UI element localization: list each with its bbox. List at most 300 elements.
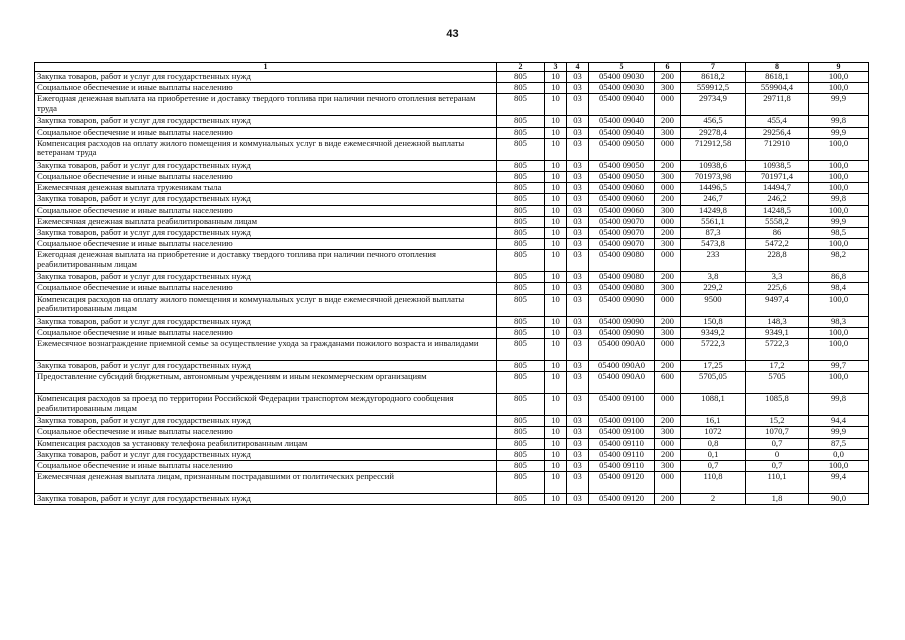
- table-row: [35, 116, 869, 127]
- table-body: [35, 72, 869, 505]
- target-item-cell: 05400 09110: [589, 438, 655, 449]
- section-cell: 10: [545, 116, 567, 127]
- expense-type-cell: 000: [655, 438, 681, 449]
- expense-type-cell: 600: [655, 372, 681, 394]
- table-row: [35, 205, 869, 216]
- target-item-cell: 05400 09040: [589, 116, 655, 127]
- table-row: [35, 472, 869, 494]
- execution-percent-cell: 100,0: [809, 138, 869, 160]
- code-admin-cell: 805: [497, 339, 545, 361]
- planned-amount-cell: 16,1: [681, 416, 746, 427]
- section-cell: 10: [545, 394, 567, 416]
- planned-amount-cell: 14249,8: [681, 205, 746, 216]
- expense-type-cell: 200: [655, 194, 681, 205]
- table-row: [35, 283, 869, 294]
- section-cell: 10: [545, 138, 567, 160]
- section-cell: 10: [545, 316, 567, 327]
- executed-amount-cell: 10938,5: [746, 160, 809, 171]
- table-row: [35, 427, 869, 438]
- executed-amount-cell: 0: [746, 449, 809, 460]
- row-name-cell: Социальное обеспечение и иные выплаты населению: [35, 83, 497, 94]
- row-name-cell: Закупка товаров, работ и услуг для государственных нужд: [35, 416, 497, 427]
- col-header-6: 6: [655, 63, 681, 72]
- execution-percent-cell: 99,8: [809, 116, 869, 127]
- subsection-cell: 03: [567, 361, 589, 372]
- table-row: [35, 250, 869, 272]
- code-admin-cell: 805: [497, 127, 545, 138]
- expense-type-cell: 200: [655, 416, 681, 427]
- code-admin-cell: 805: [497, 416, 545, 427]
- section-cell: 10: [545, 205, 567, 216]
- table-row: [35, 449, 869, 460]
- planned-amount-cell: 701973,98: [681, 171, 746, 182]
- row-name-cell: Ежегодная денежная выплата на приобретение и доставку твердого топлива при наличии печного отопления реабилитированным лицам: [35, 250, 497, 272]
- budget-table: [34, 62, 869, 505]
- planned-amount-cell: 229,2: [681, 283, 746, 294]
- col-header-1: 1: [35, 63, 497, 72]
- row-name-cell: Закупка товаров, работ и услуг для государственных нужд: [35, 449, 497, 460]
- executed-amount-cell: 29256,4: [746, 127, 809, 138]
- target-item-cell: 05400 09060: [589, 205, 655, 216]
- code-admin-cell: 805: [497, 327, 545, 338]
- expense-type-cell: 000: [655, 294, 681, 316]
- section-cell: 10: [545, 160, 567, 171]
- execution-percent-cell: 100,0: [809, 239, 869, 250]
- target-item-cell: 05400 09090: [589, 294, 655, 316]
- row-name-cell: Социальное обеспечение и иные выплаты населению: [35, 283, 497, 294]
- row-name-cell: Закупка товаров, работ и услуг для государственных нужд: [35, 361, 497, 372]
- subsection-cell: 03: [567, 449, 589, 460]
- row-name-cell: Ежемесячная денежная выплата реабилитированным лицам: [35, 216, 497, 227]
- planned-amount-cell: 10938,6: [681, 160, 746, 171]
- executed-amount-cell: 86: [746, 227, 809, 238]
- executed-amount-cell: 455,4: [746, 116, 809, 127]
- expense-type-cell: 000: [655, 138, 681, 160]
- expense-type-cell: 000: [655, 94, 681, 116]
- section-cell: 10: [545, 449, 567, 460]
- execution-percent-cell: 100,0: [809, 183, 869, 194]
- subsection-cell: 03: [567, 272, 589, 283]
- code-admin-cell: 805: [497, 427, 545, 438]
- table-row: [35, 171, 869, 182]
- expense-type-cell: 200: [655, 72, 681, 83]
- planned-amount-cell: 246,7: [681, 194, 746, 205]
- planned-amount-cell: 5722,3: [681, 339, 746, 361]
- execution-percent-cell: 100,0: [809, 205, 869, 216]
- target-item-cell: 05400 09090: [589, 316, 655, 327]
- subsection-cell: 03: [567, 216, 589, 227]
- execution-percent-cell: 99,9: [809, 127, 869, 138]
- section-cell: 10: [545, 438, 567, 449]
- subsection-cell: 03: [567, 116, 589, 127]
- planned-amount-cell: 87,3: [681, 227, 746, 238]
- section-cell: 10: [545, 216, 567, 227]
- executed-amount-cell: 1070,7: [746, 427, 809, 438]
- subsection-cell: 03: [567, 205, 589, 216]
- row-name-cell: Закупка товаров, работ и услуг для государственных нужд: [35, 316, 497, 327]
- row-name-cell: Закупка товаров, работ и услуг для государственных нужд: [35, 494, 497, 505]
- target-item-cell: 05400 09120: [589, 472, 655, 494]
- code-admin-cell: 805: [497, 94, 545, 116]
- planned-amount-cell: 456,5: [681, 116, 746, 127]
- expense-type-cell: 200: [655, 449, 681, 460]
- section-cell: 10: [545, 494, 567, 505]
- code-admin-cell: 805: [497, 272, 545, 283]
- executed-amount-cell: 228,8: [746, 250, 809, 272]
- table-row: [35, 394, 869, 416]
- target-item-cell: 05400 09050: [589, 160, 655, 171]
- table-row: [35, 416, 869, 427]
- executed-amount-cell: 0,7: [746, 438, 809, 449]
- executed-amount-cell: 110,1: [746, 472, 809, 494]
- subsection-cell: 03: [567, 138, 589, 160]
- code-admin-cell: 805: [497, 294, 545, 316]
- header-row: [35, 63, 869, 72]
- target-item-cell: 05400 09040: [589, 94, 655, 116]
- code-admin-cell: 805: [497, 494, 545, 505]
- code-admin-cell: 805: [497, 283, 545, 294]
- execution-percent-cell: 98,3: [809, 316, 869, 327]
- subsection-cell: 03: [567, 316, 589, 327]
- subsection-cell: 03: [567, 183, 589, 194]
- planned-amount-cell: 5705,05: [681, 372, 746, 394]
- execution-percent-cell: 98,4: [809, 283, 869, 294]
- expense-type-cell: 000: [655, 250, 681, 272]
- executed-amount-cell: 148,3: [746, 316, 809, 327]
- target-item-cell: 05400 09050: [589, 171, 655, 182]
- execution-percent-cell: 0,0: [809, 449, 869, 460]
- table-row: [35, 272, 869, 283]
- code-admin-cell: 805: [497, 460, 545, 471]
- col-header-7: 7: [681, 63, 746, 72]
- execution-percent-cell: 99,9: [809, 94, 869, 116]
- execution-percent-cell: 100,0: [809, 294, 869, 316]
- section-cell: 10: [545, 183, 567, 194]
- expense-type-cell: 000: [655, 183, 681, 194]
- section-cell: 10: [545, 427, 567, 438]
- section-cell: 10: [545, 239, 567, 250]
- execution-percent-cell: 100,0: [809, 327, 869, 338]
- execution-percent-cell: 99,8: [809, 194, 869, 205]
- code-admin-cell: 805: [497, 194, 545, 205]
- executed-amount-cell: 17,2: [746, 361, 809, 372]
- subsection-cell: 03: [567, 227, 589, 238]
- row-name-cell: Компенсация расходов на оплату жилого помещения и коммунальных услуг в виде ежемесячной денежной выплаты ветеранам труда: [35, 138, 497, 160]
- table-row: [35, 239, 869, 250]
- section-cell: 10: [545, 372, 567, 394]
- row-name-cell: Компенсация расходов за проезд по территории Российской Федерации транспортом междугородного сообщения реабилитированным лицам: [35, 394, 497, 416]
- col-header-8: 8: [746, 63, 809, 72]
- planned-amount-cell: 150,8: [681, 316, 746, 327]
- expense-type-cell: 300: [655, 283, 681, 294]
- code-admin-cell: 805: [497, 472, 545, 494]
- table-row: [35, 460, 869, 471]
- execution-percent-cell: 99,9: [809, 427, 869, 438]
- subsection-cell: 03: [567, 494, 589, 505]
- code-admin-cell: 805: [497, 83, 545, 94]
- target-item-cell: 05400 090А0: [589, 339, 655, 361]
- table-row: [35, 83, 869, 94]
- col-header-2: 2: [497, 63, 545, 72]
- expense-type-cell: 300: [655, 83, 681, 94]
- execution-percent-cell: 100,0: [809, 83, 869, 94]
- row-name-cell: Социальное обеспечение и иные выплаты населению: [35, 460, 497, 471]
- expense-type-cell: 300: [655, 239, 681, 250]
- target-item-cell: 05400 09060: [589, 183, 655, 194]
- row-name-cell: Закупка товаров, работ и услуг для государственных нужд: [35, 72, 497, 83]
- row-name-cell: Закупка товаров, работ и услуг для государственных нужд: [35, 116, 497, 127]
- expense-type-cell: 200: [655, 160, 681, 171]
- execution-percent-cell: 100,0: [809, 171, 869, 182]
- expense-type-cell: 000: [655, 472, 681, 494]
- planned-amount-cell: 9349,2: [681, 327, 746, 338]
- table-row: [35, 438, 869, 449]
- row-name-cell: Закупка товаров, работ и услуг для государственных нужд: [35, 194, 497, 205]
- code-admin-cell: 805: [497, 183, 545, 194]
- planned-amount-cell: 5561,1: [681, 216, 746, 227]
- executed-amount-cell: 29711,8: [746, 94, 809, 116]
- code-admin-cell: 805: [497, 216, 545, 227]
- target-item-cell: 05400 09070: [589, 216, 655, 227]
- subsection-cell: 03: [567, 294, 589, 316]
- planned-amount-cell: 14496,5: [681, 183, 746, 194]
- target-item-cell: 05400 09070: [589, 227, 655, 238]
- table-header: [35, 63, 869, 72]
- planned-amount-cell: 8618,2: [681, 72, 746, 83]
- executed-amount-cell: 15,2: [746, 416, 809, 427]
- table-row: [35, 127, 869, 138]
- execution-percent-cell: 87,5: [809, 438, 869, 449]
- subsection-cell: 03: [567, 283, 589, 294]
- subsection-cell: 03: [567, 416, 589, 427]
- planned-amount-cell: 2: [681, 494, 746, 505]
- row-name-cell: Предоставление субсидий бюджетным, автономным учреждениям и иным некоммерческим организациям: [35, 372, 497, 394]
- executed-amount-cell: 559904,4: [746, 83, 809, 94]
- planned-amount-cell: 29278,4: [681, 127, 746, 138]
- executed-amount-cell: 1085,8: [746, 394, 809, 416]
- table-row: [35, 339, 869, 361]
- row-name-cell: Ежемесячная денежная выплата лицам, признанным пострадавшими от политических репрессий: [35, 472, 497, 494]
- subsection-cell: 03: [567, 372, 589, 394]
- target-item-cell: 05400 09090: [589, 327, 655, 338]
- code-admin-cell: 805: [497, 361, 545, 372]
- expense-type-cell: 200: [655, 316, 681, 327]
- code-admin-cell: 805: [497, 72, 545, 83]
- execution-percent-cell: 100,0: [809, 372, 869, 394]
- planned-amount-cell: 1088,1: [681, 394, 746, 416]
- executed-amount-cell: 14494,7: [746, 183, 809, 194]
- executed-amount-cell: 246,2: [746, 194, 809, 205]
- table-row: [35, 361, 869, 372]
- row-name-cell: Социальное обеспечение и иные выплаты населению: [35, 171, 497, 182]
- subsection-cell: 03: [567, 339, 589, 361]
- planned-amount-cell: 712912,58: [681, 138, 746, 160]
- code-admin-cell: 805: [497, 116, 545, 127]
- section-cell: 10: [545, 127, 567, 138]
- planned-amount-cell: 1072: [681, 427, 746, 438]
- code-admin-cell: 805: [497, 449, 545, 460]
- col-header-5: 5: [589, 63, 655, 72]
- section-cell: 10: [545, 472, 567, 494]
- section-cell: 10: [545, 72, 567, 83]
- target-item-cell: 05400 09080: [589, 272, 655, 283]
- planned-amount-cell: 0,7: [681, 460, 746, 471]
- section-cell: 10: [545, 194, 567, 205]
- expense-type-cell: 000: [655, 216, 681, 227]
- execution-percent-cell: 100,0: [809, 72, 869, 83]
- table-row: [35, 94, 869, 116]
- section-cell: 10: [545, 361, 567, 372]
- row-name-cell: Социальное обеспечение и иные выплаты населению: [35, 239, 497, 250]
- expense-type-cell: 200: [655, 272, 681, 283]
- expense-type-cell: 300: [655, 427, 681, 438]
- subsection-cell: 03: [567, 239, 589, 250]
- planned-amount-cell: 9500: [681, 294, 746, 316]
- subsection-cell: 03: [567, 394, 589, 416]
- section-cell: 10: [545, 94, 567, 116]
- target-item-cell: 05400 090А0: [589, 372, 655, 394]
- table-row: [35, 327, 869, 338]
- expense-type-cell: 300: [655, 127, 681, 138]
- row-name-cell: Социальное обеспечение и иные выплаты населению: [35, 327, 497, 338]
- planned-amount-cell: 29734,9: [681, 94, 746, 116]
- subsection-cell: 03: [567, 472, 589, 494]
- executed-amount-cell: 5472,2: [746, 239, 809, 250]
- executed-amount-cell: 712910: [746, 138, 809, 160]
- table-row: [35, 183, 869, 194]
- row-name-cell: Социальное обеспечение и иные выплаты населению: [35, 127, 497, 138]
- target-item-cell: 05400 09110: [589, 460, 655, 471]
- section-cell: 10: [545, 171, 567, 182]
- table-row: [35, 138, 869, 160]
- code-admin-cell: 805: [497, 171, 545, 182]
- execution-percent-cell: 100,0: [809, 460, 869, 471]
- target-item-cell: 05400 09060: [589, 194, 655, 205]
- expense-type-cell: 000: [655, 339, 681, 361]
- planned-amount-cell: 110,8: [681, 472, 746, 494]
- row-name-cell: Компенсация расходов за установку телефона реабилитированным лицам: [35, 438, 497, 449]
- execution-percent-cell: 86,8: [809, 272, 869, 283]
- planned-amount-cell: 0,1: [681, 449, 746, 460]
- execution-percent-cell: 99,8: [809, 394, 869, 416]
- executed-amount-cell: 9497,4: [746, 294, 809, 316]
- subsection-cell: 03: [567, 171, 589, 182]
- planned-amount-cell: 559912,5: [681, 83, 746, 94]
- code-admin-cell: 805: [497, 205, 545, 216]
- expense-type-cell: 200: [655, 361, 681, 372]
- row-name-cell: Закупка товаров, работ и услуг для государственных нужд: [35, 272, 497, 283]
- expense-type-cell: 200: [655, 116, 681, 127]
- code-admin-cell: 805: [497, 239, 545, 250]
- executed-amount-cell: 3,3: [746, 272, 809, 283]
- section-cell: 10: [545, 283, 567, 294]
- row-name-cell: Компенсация расходов на оплату жилого помещения и коммунальных услуг в виде ежемесячной денежной выплаты реабилитированным лицам: [35, 294, 497, 316]
- execution-percent-cell: 98,2: [809, 250, 869, 272]
- target-item-cell: 05400 09110: [589, 449, 655, 460]
- code-admin-cell: 805: [497, 227, 545, 238]
- table-row: [35, 316, 869, 327]
- row-name-cell: Ежемесячная денежная выплата труженикам тыла: [35, 183, 497, 194]
- row-name-cell: Социальное обеспечение и иные выплаты населению: [35, 427, 497, 438]
- table-row: [35, 160, 869, 171]
- expense-type-cell: 200: [655, 494, 681, 505]
- execution-percent-cell: 99,7: [809, 361, 869, 372]
- section-cell: 10: [545, 83, 567, 94]
- col-header-9: 9: [809, 63, 869, 72]
- expense-type-cell: 300: [655, 460, 681, 471]
- target-item-cell: 05400 09050: [589, 138, 655, 160]
- row-name-cell: Социальное обеспечение и иные выплаты населению: [35, 205, 497, 216]
- section-cell: 10: [545, 460, 567, 471]
- target-item-cell: 05400 09070: [589, 239, 655, 250]
- code-admin-cell: 805: [497, 160, 545, 171]
- subsection-cell: 03: [567, 438, 589, 449]
- code-admin-cell: 805: [497, 394, 545, 416]
- code-admin-cell: 805: [497, 138, 545, 160]
- target-item-cell: 05400 09080: [589, 283, 655, 294]
- code-admin-cell: 805: [497, 316, 545, 327]
- section-cell: 10: [545, 250, 567, 272]
- code-admin-cell: 805: [497, 438, 545, 449]
- expense-type-cell: 300: [655, 327, 681, 338]
- subsection-cell: 03: [567, 460, 589, 471]
- expense-type-cell: 300: [655, 171, 681, 182]
- target-item-cell: 05400 09030: [589, 83, 655, 94]
- subsection-cell: 03: [567, 94, 589, 116]
- section-cell: 10: [545, 227, 567, 238]
- table-row: [35, 194, 869, 205]
- planned-amount-cell: 5473,8: [681, 239, 746, 250]
- subsection-cell: 03: [567, 250, 589, 272]
- target-item-cell: 05400 09040: [589, 127, 655, 138]
- execution-percent-cell: 100,0: [809, 160, 869, 171]
- subsection-cell: 03: [567, 72, 589, 83]
- execution-percent-cell: 99,9: [809, 216, 869, 227]
- subsection-cell: 03: [567, 160, 589, 171]
- executed-amount-cell: 8618,1: [746, 72, 809, 83]
- section-cell: 10: [545, 339, 567, 361]
- executed-amount-cell: 1,8: [746, 494, 809, 505]
- execution-percent-cell: 98,5: [809, 227, 869, 238]
- row-name-cell: Ежегодная денежная выплата на приобретение и доставку твердого топлива при наличии печного отопления ветеранам труда: [35, 94, 497, 116]
- row-name-cell: Закупка товаров, работ и услуг для государственных нужд: [35, 160, 497, 171]
- page-number: 43: [446, 28, 459, 40]
- planned-amount-cell: 3,8: [681, 272, 746, 283]
- expense-type-cell: 000: [655, 394, 681, 416]
- executed-amount-cell: 0,7: [746, 460, 809, 471]
- target-item-cell: 05400 09100: [589, 416, 655, 427]
- expense-type-cell: 200: [655, 227, 681, 238]
- subsection-cell: 03: [567, 127, 589, 138]
- planned-amount-cell: 0,8: [681, 438, 746, 449]
- target-item-cell: 05400 09080: [589, 250, 655, 272]
- col-header-3: 3: [545, 63, 567, 72]
- execution-percent-cell: 94,4: [809, 416, 869, 427]
- executed-amount-cell: 225,6: [746, 283, 809, 294]
- execution-percent-cell: 90,0: [809, 494, 869, 505]
- target-item-cell: 05400 09100: [589, 394, 655, 416]
- table-row: [35, 372, 869, 394]
- target-item-cell: 05400 090А0: [589, 361, 655, 372]
- table-row: [35, 72, 869, 83]
- planned-amount-cell: 17,25: [681, 361, 746, 372]
- table-row: [35, 294, 869, 316]
- executed-amount-cell: 701971,4: [746, 171, 809, 182]
- execution-percent-cell: 99,4: [809, 472, 869, 494]
- target-item-cell: 05400 09030: [589, 72, 655, 83]
- table-row: [35, 227, 869, 238]
- section-cell: 10: [545, 416, 567, 427]
